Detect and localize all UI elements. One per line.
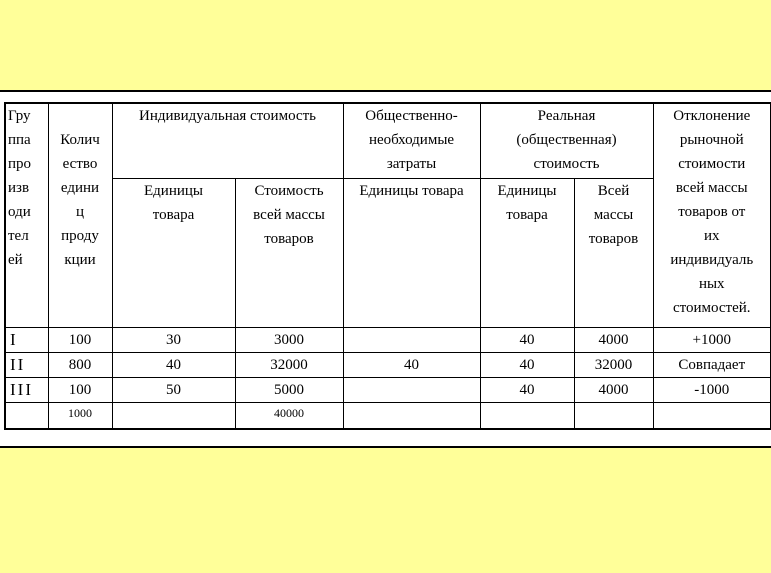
header-real-unit: Единицы товара [480,179,574,328]
table-row [5,328,771,353]
header-row-top [5,103,771,179]
cell-deviation: +1000 [653,328,771,353]
header-real-mass: Всей массы товаров [574,179,653,328]
cell-deviation: -1000 [653,378,771,403]
header-individual-cost: Индивидуальная стоимость [112,103,343,179]
cell-mass: 5000 [235,378,343,403]
totals-row [5,403,771,430]
table-row [5,353,771,378]
cell-unit: 40 [112,353,235,378]
cell-real-unit: 40 [480,328,574,353]
cell-total-real-unit [480,403,574,430]
header-quantity: Колич ество едини ц проду кции [48,103,112,328]
table-panel [0,90,771,448]
cell-real-mass: 32000 [574,353,653,378]
cell-group: II [5,353,48,378]
cell-real-mass: 4000 [574,378,653,403]
cell-sn: 40 [343,353,480,378]
header-sn-unit: Единицы товара [343,179,480,328]
header-deviation: Отклонение рыночной стоимости всей массы товаров от их индивидуаль ных стоимостей. [653,103,771,328]
header-mass-cost: Стоимость всей массы товаров [235,179,343,328]
cell-total-deviation [653,403,771,430]
cell-group: I [5,328,48,353]
cell-total-unit [112,403,235,430]
cell-unit: 50 [112,378,235,403]
cell-sn [343,378,480,403]
header-group: Гру ппа про изв оди тел ей [5,103,48,328]
cost-table [4,102,771,430]
cell-unit: 30 [112,328,235,353]
cell-total-real-mass [574,403,653,430]
cell-real-unit: 40 [480,353,574,378]
header-unit-cost: Единицы товара [112,179,235,328]
table-row [5,378,771,403]
header-real-value: Реальная (общественная) стоимость [480,103,653,179]
cell-qty: 800 [48,353,112,378]
cell-total-group [5,403,48,430]
cell-qty: 100 [48,328,112,353]
cell-mass: 32000 [235,353,343,378]
cell-total-qty: 1000 [48,403,112,430]
cell-total-mass: 40000 [235,403,343,430]
cell-sn [343,328,480,353]
cell-real-unit: 40 [480,378,574,403]
header-socially-necessary: Общественно- необходимые затраты [343,103,480,179]
cell-mass: 3000 [235,328,343,353]
cell-real-mass: 4000 [574,328,653,353]
cell-qty: 100 [48,378,112,403]
cell-total-sn [343,403,480,430]
cell-deviation: Совпадает [653,353,771,378]
cell-group: III [5,378,48,403]
